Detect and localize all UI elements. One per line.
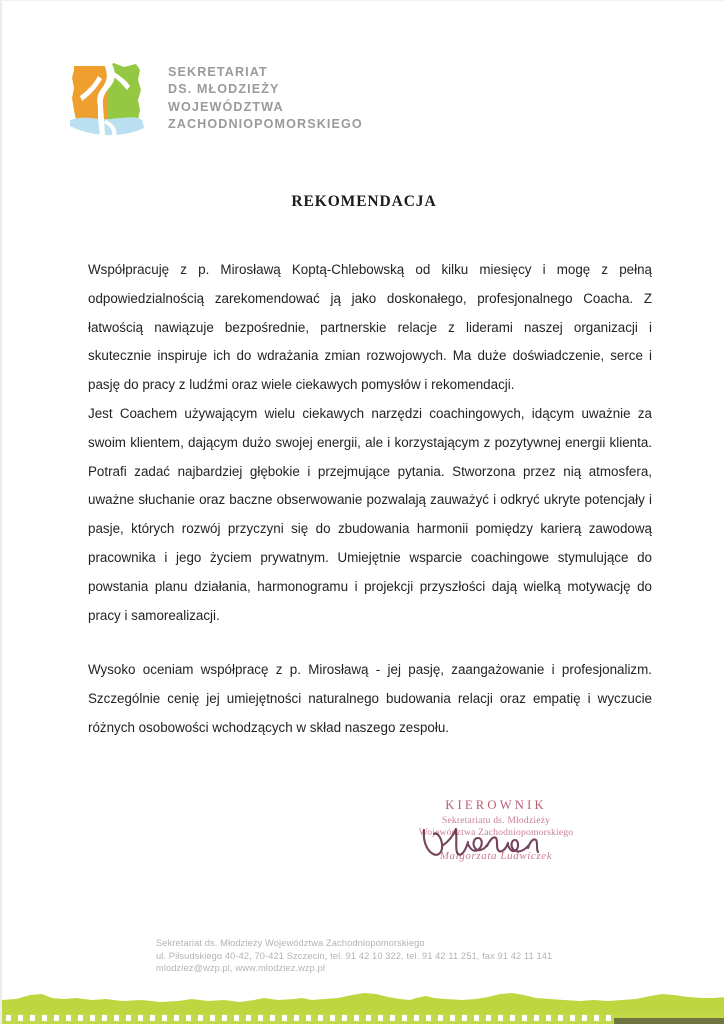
org-name-line-3: WOJEWÓDZTWA	[168, 99, 284, 114]
stamp-subtitle-1: Sekretariatu ds. Młodzieży	[441, 815, 551, 826]
paragraph-3: Wysoko oceniam współpracę z p. Mirosławą - jej pasję, zaangażowanie i profesjonalizm. Szczególnie cenię jej umiejętności naturalnego budowania relacji oraz empatię i wyczucie różnych osobowości wchodzących w skład naszego zespołu.	[88, 662, 652, 735]
org-name-line-1: SEKRETARIAT	[168, 65, 268, 79]
org-name-line-4: ZACHODNIOPOMORSKIEGO	[168, 117, 363, 132]
organization-name	[168, 64, 363, 134]
footer-line-2: ul. Piłsudskiego 40-42, 70-421 Szczecin, tel. 91 42 10 322, tel. 91 42 11 251, fax 91 42 11 141	[156, 950, 553, 961]
document-body	[88, 256, 652, 743]
paragraph-2: Jest Coachem używającym wielu ciekawych narzędzi coachingowych, idącym uważnie za swoim klientem, dającym dużo swojej energii, ale i korzystającym z pozytywnej energii klienta. Potrafi zadać najbardziej głębokie i przejmujące pytania. Stworzona przez nią atmosfera, uważne słuchanie oraz baczne obserwowanie pozwalają zauważyć i odkryć ukryte potencjały i pasje, których rozwój przyczyni się do zbudowania harmonii pomiędzy karierą zawodową pracownika i jego życiem prywatnym. Umiejętnie wsparcie coachingowe stymulujące do powstania planu działania, harmonogramu i projekcji przyszłości dają wielką motywację do pracy i samorealizacji.	[88, 405, 652, 623]
letterhead	[68, 58, 363, 140]
footer-line-1: Sekretariat ds. Młodzieży Województwa Zachodniopomorskiego	[156, 938, 425, 948]
stamp-title: KIEROWNIK	[445, 798, 547, 812]
stamp-subtitle-2: Województwa Zachodniopomorskiego	[418, 827, 574, 838]
official-stamp	[406, 798, 586, 886]
stamp-signer-name: Małgorzata Ludwiczek	[439, 850, 553, 862]
footer-contact	[156, 937, 552, 975]
document-title: REKOMENDACJA	[291, 193, 437, 210]
tree-landscape-logo-icon	[68, 58, 148, 140]
grass-hill-band-icon	[2, 974, 724, 1024]
org-name-line-2: DS. MŁODZIEŻY	[168, 82, 280, 97]
paragraph-1: Współpracuję z p. Mirosławą Koptą-Chlebowską od kilku miesięcy i mogę z pełną odpowiedzialnością zarekomendować ją jako doskonałego, profesjonalnego Coacha. Z łatwością nawiązuje bezpośrednie, partnerskie relacje z liderami naszej organizacji i skutecznie inspiruje ich do wdrażania zmian rozwojowych. Ma duże doświadczenie, serce i pasję do pracy z ludźmi oraz wiele ciekawych pomysłów i rekomendacji.	[88, 262, 652, 393]
footer-line-3: mlodziez@wzp.pl, www.mlodziez.wzp.pl	[156, 963, 326, 974]
